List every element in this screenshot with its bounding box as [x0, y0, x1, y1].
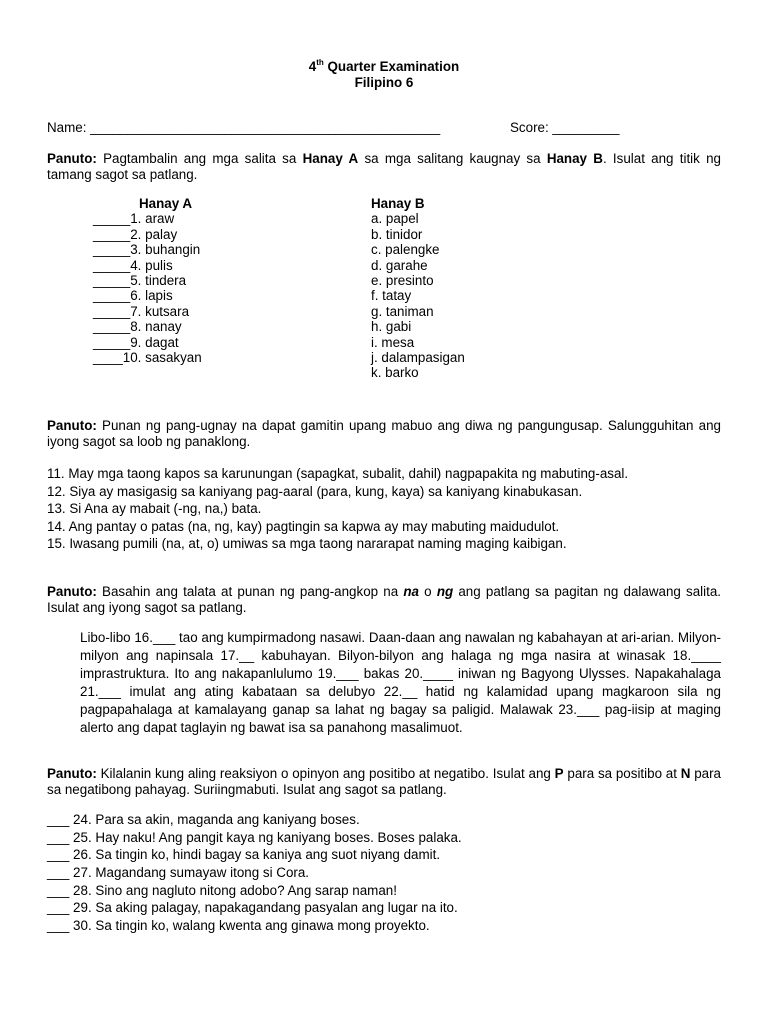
hanay-a-title: Hanay A [139, 196, 193, 211]
list-item: a. papel [371, 211, 419, 227]
list-item: 13. Si Ana ay mabait (-ng, na,) bata. [47, 501, 262, 517]
list-item: k. barko [371, 365, 419, 381]
hanay-a-list [93, 196, 202, 365]
part2-items [47, 466, 737, 554]
score-field: Score: _________ [510, 120, 620, 135]
list-item: _____9. dagat [93, 334, 179, 350]
part4-items [47, 812, 737, 936]
list-item: ____10. sasakyan [93, 349, 202, 365]
list-item: g. taniman [371, 303, 434, 319]
list-item: _____5. tindera [93, 272, 187, 288]
list-item: i. mesa [371, 334, 415, 350]
instruction-part2: Panuto: Punan ng pang-ugnay na dapat gamitin upang mabuo ang diwa ng pangungusap. Salungguhitan ang iyong sagot sa loob ng panaklong. [47, 418, 721, 449]
list-item: d. garahe [371, 257, 428, 273]
hanay-b-title: Hanay B [371, 196, 425, 211]
list-item: _____4. pulis [93, 257, 173, 273]
subject-title: Filipino 6 [354, 75, 414, 90]
hanay-b-list [371, 196, 465, 381]
list-item: h. gabi [371, 319, 412, 335]
list-item: _____1. araw [93, 211, 175, 227]
list-item: _____7. kutsara [93, 303, 190, 319]
list-item: 12. Siya ay masigasig sa kaniyang pag-aaral (para, kung, kaya) sa kaniyang kinabukasan. [47, 483, 583, 499]
list-item: ___ 26. Sa tingin ko, hindi bagay sa kaniya ang suot niyang damit. [47, 847, 441, 863]
list-item: ___ 30. Sa tingin ko, walang kwenta ang ginawa mong proyekto. [47, 918, 430, 934]
list-item: e. presinto [371, 272, 434, 288]
fill-in-paragraph: Libo-libo 16.___ tao ang kumpirmadong nasawi. Daan-daan ang nawalan ng kabahayan at ari-arian. Milyon-milyon ang napinsala 17.__ kabuhayan. Bilyon-bilyon ang halaga ng mga nasira at winasak 18.____ imprastruktura. Ito ang nakapanlulumo 19.___ bakas 20.____ iniwan ng Bagyong Ulysses. Napakahalaga 21.___ imulat ang ating kabataan sa delubyo 22.__ hatid ng kalamidad upang magkaroon sila ng pagpapahalaga at kamalayang ganap sa lahat ng bagay sa paligid. Malawak 23.___ pag-iisip at maging alerto ang dapat taglayin ng bawat isa sa panahong masalimuot. [80, 630, 721, 735]
list-item: _____6. lapis [93, 288, 173, 304]
list-item: b. tinidor [371, 226, 423, 242]
name-field: Name: _______________________________________________ [47, 120, 441, 135]
list-item: 11. May mga taong kapos sa karunungan (sapagkat, subalit, dahil) nagpapakita ng mabuting-asal. [47, 466, 629, 481]
list-item: 14. Ang pantay o patas (na, ng, kay) pagtingin sa kapwa ay may mabuting maidudulot. [47, 518, 560, 534]
instruction-part4: Panuto: Kilalanin kung aling reaksiyon o opinyon ang positibo at negatibo. Isulat ang P para sa positibo at N para sa negatibong pahayag. Suriingmabuti. Isulat ang sagot sa patlang. [47, 766, 721, 797]
list-item: ___ 27. Magandang sumayaw itong si Cora. [47, 865, 310, 881]
list-item: c. palengke [371, 242, 440, 258]
list-item: ___ 29. Sa aking palagay, napakagandang pasyalan ang lugar na ito. [47, 900, 458, 916]
list-item: _____3. buhangin [93, 242, 201, 258]
list-item: ___ 25. Hay naku! Ang pangit kaya ng kaniyang boses. Boses palaka. [47, 829, 462, 845]
instruction-part1: Panuto: Pagtambalin ang mga salita sa Hanay A sa mga salitang kaugnay sa Hanay B. Isulat ang titik ng tamang sagot sa patlang. [47, 151, 721, 182]
list-item: 15. Iwasang pumili (na, at, o) umiwas sa mga taong nararapat naming maging kaibigan. [47, 536, 567, 552]
list-item: _____8. nanay [93, 319, 182, 335]
list-item: _____2. palay [93, 226, 178, 242]
list-item: ___ 28. Sino ang nagluto nitong adobo? Ang sarap naman! [47, 882, 397, 898]
exam-title: 4th Quarter Examination [308, 57, 460, 74]
list-item: ___ 24. Para sa akin, maganda ang kaniyang boses. [47, 812, 360, 827]
list-item: f. tatay [371, 288, 412, 304]
list-item: j. dalampasigan [371, 349, 465, 365]
instruction-part3: Panuto: Basahin ang talata at punan ng pang-angkop na na o ng ang patlang sa pagitan ng dalawang salita. Isulat ang iyong sagot sa patlang. [47, 584, 721, 615]
